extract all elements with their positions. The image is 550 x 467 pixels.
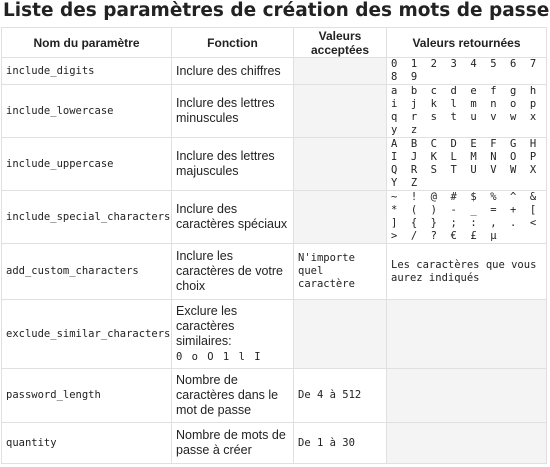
- param-returned: 0 1 2 3 4 5 6 7 8 9: [387, 58, 547, 85]
- header-name: Nom du paramètre: [2, 28, 172, 58]
- param-function: Inclure des lettres minuscules: [172, 85, 294, 138]
- header-returned: Valeurs retournées: [387, 28, 547, 58]
- param-returned: a b c d e f g h i j k l m n o p q r s t u v w x y z: [387, 85, 547, 138]
- param-accepted: [294, 300, 387, 369]
- param-name: add_custom_characters: [2, 244, 172, 300]
- param-returned: [387, 300, 547, 369]
- similar-characters: 0 o O 1 l I: [176, 350, 263, 363]
- param-returned: Les caractères que vous aurez indiqués: [387, 244, 547, 300]
- param-name: include_digits: [2, 58, 172, 85]
- param-name: include_lowercase: [2, 85, 172, 138]
- table-row: [2, 58, 547, 85]
- param-name: include_uppercase: [2, 138, 172, 191]
- table-row: [2, 138, 547, 191]
- table-row: [2, 191, 547, 244]
- param-name: include_special_characters: [2, 191, 172, 244]
- table-row: [2, 423, 547, 464]
- param-function: Inclure des caractères spéciaux: [172, 191, 294, 244]
- param-name: exclude_similar_characters: [2, 300, 172, 369]
- param-accepted: De 1 à 30: [294, 423, 387, 464]
- param-function-cell: [172, 300, 294, 369]
- param-returned: ~ ! @ # $ % ^ & * ( ) - _ = + [ ] { } ; : , . < > / ? € £ µ: [387, 191, 547, 244]
- param-returned: [387, 423, 547, 464]
- table-row: [2, 244, 547, 300]
- table-header-row: [2, 28, 547, 58]
- param-accepted: [294, 85, 387, 138]
- param-accepted: [294, 138, 387, 191]
- header-function: Fonction: [172, 28, 294, 58]
- table-row: [2, 85, 547, 138]
- param-function: Nombre de caractères dans le mot de passe: [172, 369, 294, 423]
- param-function: Inclure les caractères de votre choix: [172, 244, 294, 300]
- param-function: Exclure les caractères similaires:: [176, 303, 238, 348]
- param-name: password_length: [2, 369, 172, 423]
- table-row: [2, 300, 547, 369]
- table-row: [2, 369, 547, 423]
- header-accepted: Valeurs acceptées: [294, 28, 387, 58]
- page-title: Liste des paramètres de création des mots de passe: [3, 0, 550, 21]
- param-function: Nombre de mots de passe à créer: [172, 423, 294, 464]
- param-accepted: De 4 à 512: [294, 369, 387, 423]
- param-name: quantity: [2, 423, 172, 464]
- param-function: Inclure des lettres majuscules: [172, 138, 294, 191]
- param-function: Inclure des chiffres: [172, 58, 294, 85]
- parameters-table: [1, 27, 547, 464]
- param-returned: A B C D E F G H I J K L M N O P Q R S T U V W X Y Z: [387, 138, 547, 191]
- param-returned: [387, 369, 547, 423]
- param-accepted: N'importe quel caractère: [294, 244, 387, 300]
- param-accepted: [294, 58, 387, 85]
- param-accepted: [294, 191, 387, 244]
